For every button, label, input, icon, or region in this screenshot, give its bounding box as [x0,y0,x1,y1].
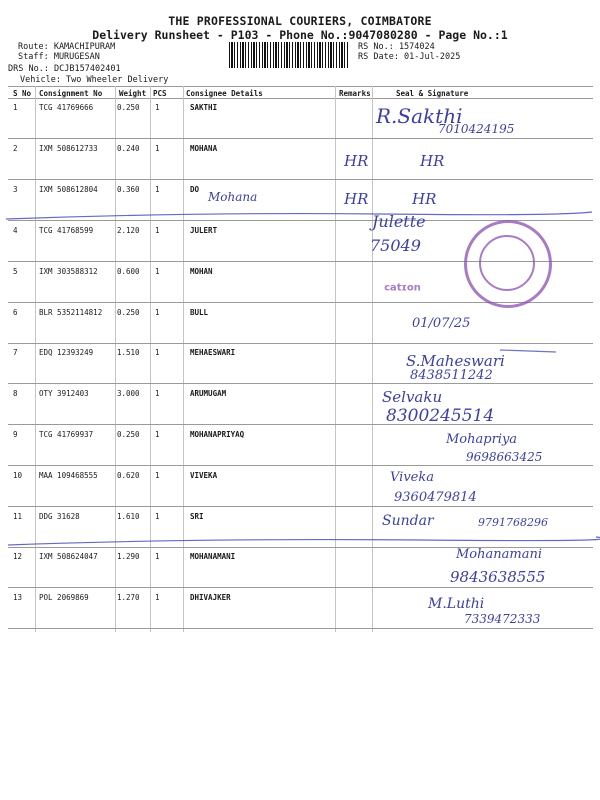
cell-sno: 4 [13,226,18,235]
cell-pcs: 1 [155,389,160,398]
cell-consignment: IXM 508612804 [39,185,98,194]
phone-row-7: 8438511242 [410,368,493,383]
route-label: Route: KAMACHIPURAM [18,42,116,52]
cell-pcs: 1 [155,267,160,276]
drs-number: DRS No.: DCJB157402401 [8,64,121,74]
signature-row-4: Julette [372,212,426,231]
cell-pcs: 1 [155,512,160,521]
cell-weight: 0.250 [117,430,140,439]
col-header-remarks: Remarks [339,89,371,98]
col-header-pcs: PCS [153,89,167,98]
phone-row-12: 9843638555 [450,568,546,586]
cell-consignment: DDG 31628 [39,512,80,521]
handwritten-note: HR [344,190,369,208]
cell-consignment: TCG 41769666 [39,103,94,112]
cell-sno: 8 [13,389,18,398]
cell-sno: 6 [13,308,18,317]
handwritten-name-row-3: Mohana [208,190,258,204]
cell-pcs: 1 [155,348,160,357]
cell-consignee: ARUMUGAM [190,389,227,398]
signature-row-8: Selvaku [382,388,443,406]
cell-sno: 10 [13,471,23,480]
cell-pcs: 1 [155,471,160,480]
cell-sno: 5 [13,267,18,276]
cell-sno: 3 [13,185,18,194]
cell-weight: 0.600 [117,267,140,276]
cell-weight: 3.000 [117,389,140,398]
rs-number: RS No.: 1574024 [358,42,435,52]
cell-weight: 1.290 [117,552,140,561]
col-header-weight: Weight [119,89,147,98]
cell-sno: 2 [13,144,18,153]
cell-weight: 0.240 [117,144,140,153]
cell-pcs: 1 [155,144,160,153]
cell-consignment: BLR 5352114812 [39,308,103,317]
cell-consignee: DO [190,185,200,194]
cell-consignee: MOHANAMANI [190,552,236,561]
signature-row-11: Sundar [382,513,434,529]
staff-label: Staff: MURUGESAN [18,52,100,62]
signature-row-7: S.Maheswari [406,352,505,370]
cell-consignee: MOHANA [190,144,218,153]
stamp-lettering: uoɪʇɐɔ [384,282,421,293]
runsheet-subtitle: Delivery Runsheet - P103 - Phone No.:9047080280 - Page No.:1 [92,28,508,42]
cell-consignment: OTY 3912403 [39,389,89,398]
cell-weight: 0.620 [117,471,140,480]
handwritten-note: HR [344,152,369,170]
cell-weight: 0.250 [117,308,140,317]
cell-weight: 0.250 [117,103,140,112]
cell-weight: 0.360 [117,185,140,194]
cell-consignment: MAA 109468555 [39,471,98,480]
cell-consignee: SAKTHI [190,103,218,112]
cell-sno: 13 [13,593,23,602]
phone-row-13: 7339472333 [464,612,541,626]
rs-date: RS Date: 01-Jul-2025 [358,52,461,62]
cell-consignment: TCG 41768599 [39,226,94,235]
phone-row-4: 75049 [370,236,421,255]
cell-consignee: BULL [190,308,209,317]
cell-consignment: TCG 41769937 [39,430,94,439]
signature-row-1: R.Sakthi [376,104,463,128]
cell-consignment: IXM 508624047 [39,552,98,561]
cell-weight: 1.270 [117,593,140,602]
date-row-6: 01/07/25 [412,316,471,331]
signature-row-9: Mohapriya [446,432,518,447]
cell-weight: 2.120 [117,226,140,235]
vehicle-label: Vehicle: Two Wheeler Delivery [20,75,169,85]
phone-row-1: 7010424195 [438,122,515,136]
cell-consignment: IXM 508612733 [39,144,98,153]
cell-pcs: 1 [155,103,160,112]
cell-consignee: MOHAN [190,267,213,276]
cell-pcs: 1 [155,430,160,439]
cell-consignee: VIVEKA [190,471,218,480]
col-header-seal: Seal & Signature [396,89,469,98]
cell-sno: 11 [13,512,23,521]
cell-pcs: 1 [155,185,160,194]
cell-pcs: 1 [155,308,160,317]
col-header-sno: S No [13,89,32,98]
cell-sno: 1 [13,103,18,112]
cell-sno: 9 [13,430,18,439]
col-header-consignment: Consignment No [39,89,103,98]
cell-consignee: MEHAESWARI [190,348,236,357]
cell-weight: 1.610 [117,512,140,521]
signature-row-12: Mohanamani [456,547,542,562]
company-title: THE PROFESSIONAL COURIERS, COIMBATORE [168,14,432,28]
phone-row-10: 9360479814 [394,490,477,505]
signature-row-10: Viveka [390,470,434,485]
cell-sno: 12 [13,552,23,561]
cell-consignee: MOHANAPRIYAQ [190,430,245,439]
signature-row-13: M.Luthi [428,596,485,612]
cell-consignment: POL 2069869 [39,593,89,602]
cell-consignee: SRI [190,512,204,521]
cell-pcs: 1 [155,552,160,561]
cell-pcs: 1 [155,593,160,602]
cell-pcs: 1 [155,226,160,235]
cell-consignee: JULERT [190,226,218,235]
phone-row-11: 9791768296 [478,516,548,529]
cell-weight: 1.510 [117,348,140,357]
col-header-consignee: Consignee Details [186,89,263,98]
cell-consignment: EDQ 12393249 [39,348,94,357]
cell-consignment: IXM 303588312 [39,267,98,276]
cell-consignee: DHIVAJKER [190,593,231,602]
handwritten-note: HR [420,152,445,170]
handwritten-note: HR [412,190,437,208]
phone-row-9: 9698663425 [466,450,543,464]
phone-row-8: 8300245514 [386,406,495,426]
cell-sno: 7 [13,348,18,357]
